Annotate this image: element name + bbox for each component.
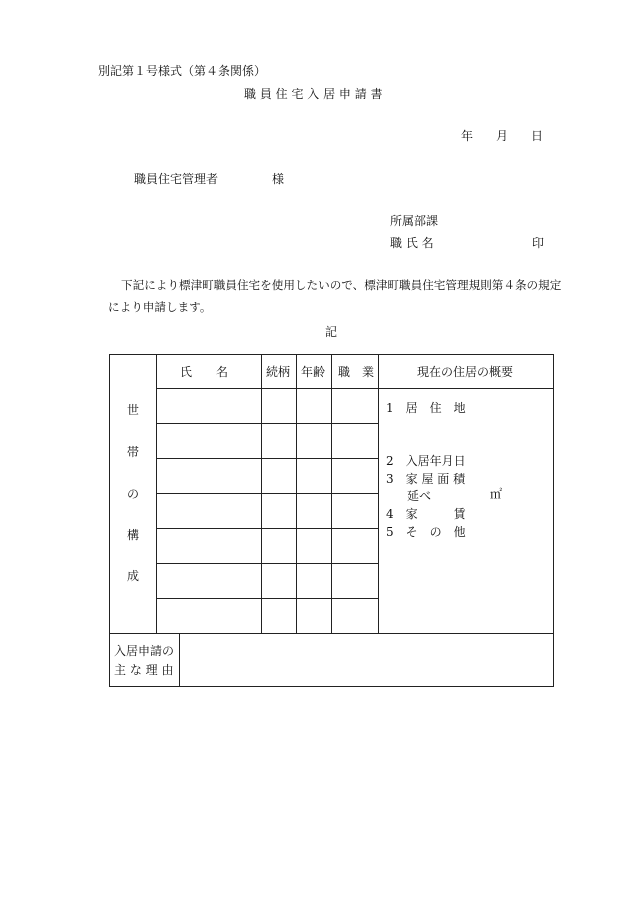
date-year: 年	[461, 129, 474, 143]
reason-label-line2: 主 な 理 由	[114, 663, 174, 677]
table-row-line	[156, 458, 378, 459]
residence-address: 1 居 住 地	[386, 401, 466, 415]
table-border-left	[109, 354, 110, 687]
header-name: 氏 名	[180, 365, 229, 379]
form-label: 別記第１号様式（第４条関係）	[98, 64, 267, 78]
table-col-line	[296, 354, 297, 634]
household-label-char: の	[127, 487, 140, 501]
household-label-char: 成	[127, 569, 140, 583]
header-age: 年齢	[301, 365, 326, 379]
addressee-honorific: 様	[272, 172, 285, 186]
table-row-line	[156, 598, 378, 599]
household-label-char: 帯	[127, 445, 140, 459]
header-relation: 続柄	[266, 365, 291, 379]
applicant-dept-label: 所属部課	[390, 214, 439, 228]
household-label-char: 世	[127, 403, 140, 417]
residence-other: 5 そ の 他	[386, 525, 466, 539]
reason-label-line1: 入居申請の	[114, 644, 175, 658]
residence-moved-in: 2 入居年月日	[386, 454, 466, 468]
residence-total-floor: 延べ	[407, 489, 432, 503]
header-occupation: 職 業	[338, 365, 375, 379]
table-col-line	[156, 354, 157, 634]
table-col-line	[331, 354, 332, 634]
table-border-right	[553, 354, 554, 687]
table-header-bottom	[156, 388, 554, 389]
ki-heading: 記	[325, 325, 338, 339]
page-title: 職 員 住 宅 入 居 申 請 書	[244, 87, 383, 101]
date-month: 月	[496, 129, 509, 143]
table-col-line	[378, 354, 379, 634]
date-day: 日	[531, 129, 544, 143]
residence-rent: 4 家 賃	[386, 507, 466, 521]
addressee-name: 職員住宅管理者	[134, 172, 219, 186]
table-reason-divider	[179, 633, 180, 687]
household-label-char: 構	[127, 528, 140, 542]
applicant-name-label: 職 氏 名	[390, 236, 434, 250]
table-row-line	[156, 528, 378, 529]
table-row-line	[156, 563, 378, 564]
header-current-residence: 現在の住居の概要	[417, 365, 514, 379]
residence-area: 3 家 屋 面 積	[386, 472, 466, 486]
body-text-line1: 下記により標津町職員住宅を使用したいので、標津町職員住宅管理規則第４条の規定	[121, 278, 562, 292]
applicant-seal: 印	[532, 236, 545, 250]
body-text-line2: により申請します。	[108, 300, 212, 314]
residence-sqm-unit: ㎡	[490, 487, 503, 501]
table-border-bottom	[109, 686, 554, 687]
table-row-line	[156, 493, 378, 494]
table-row-line	[156, 423, 378, 424]
table-col-line	[261, 354, 262, 634]
